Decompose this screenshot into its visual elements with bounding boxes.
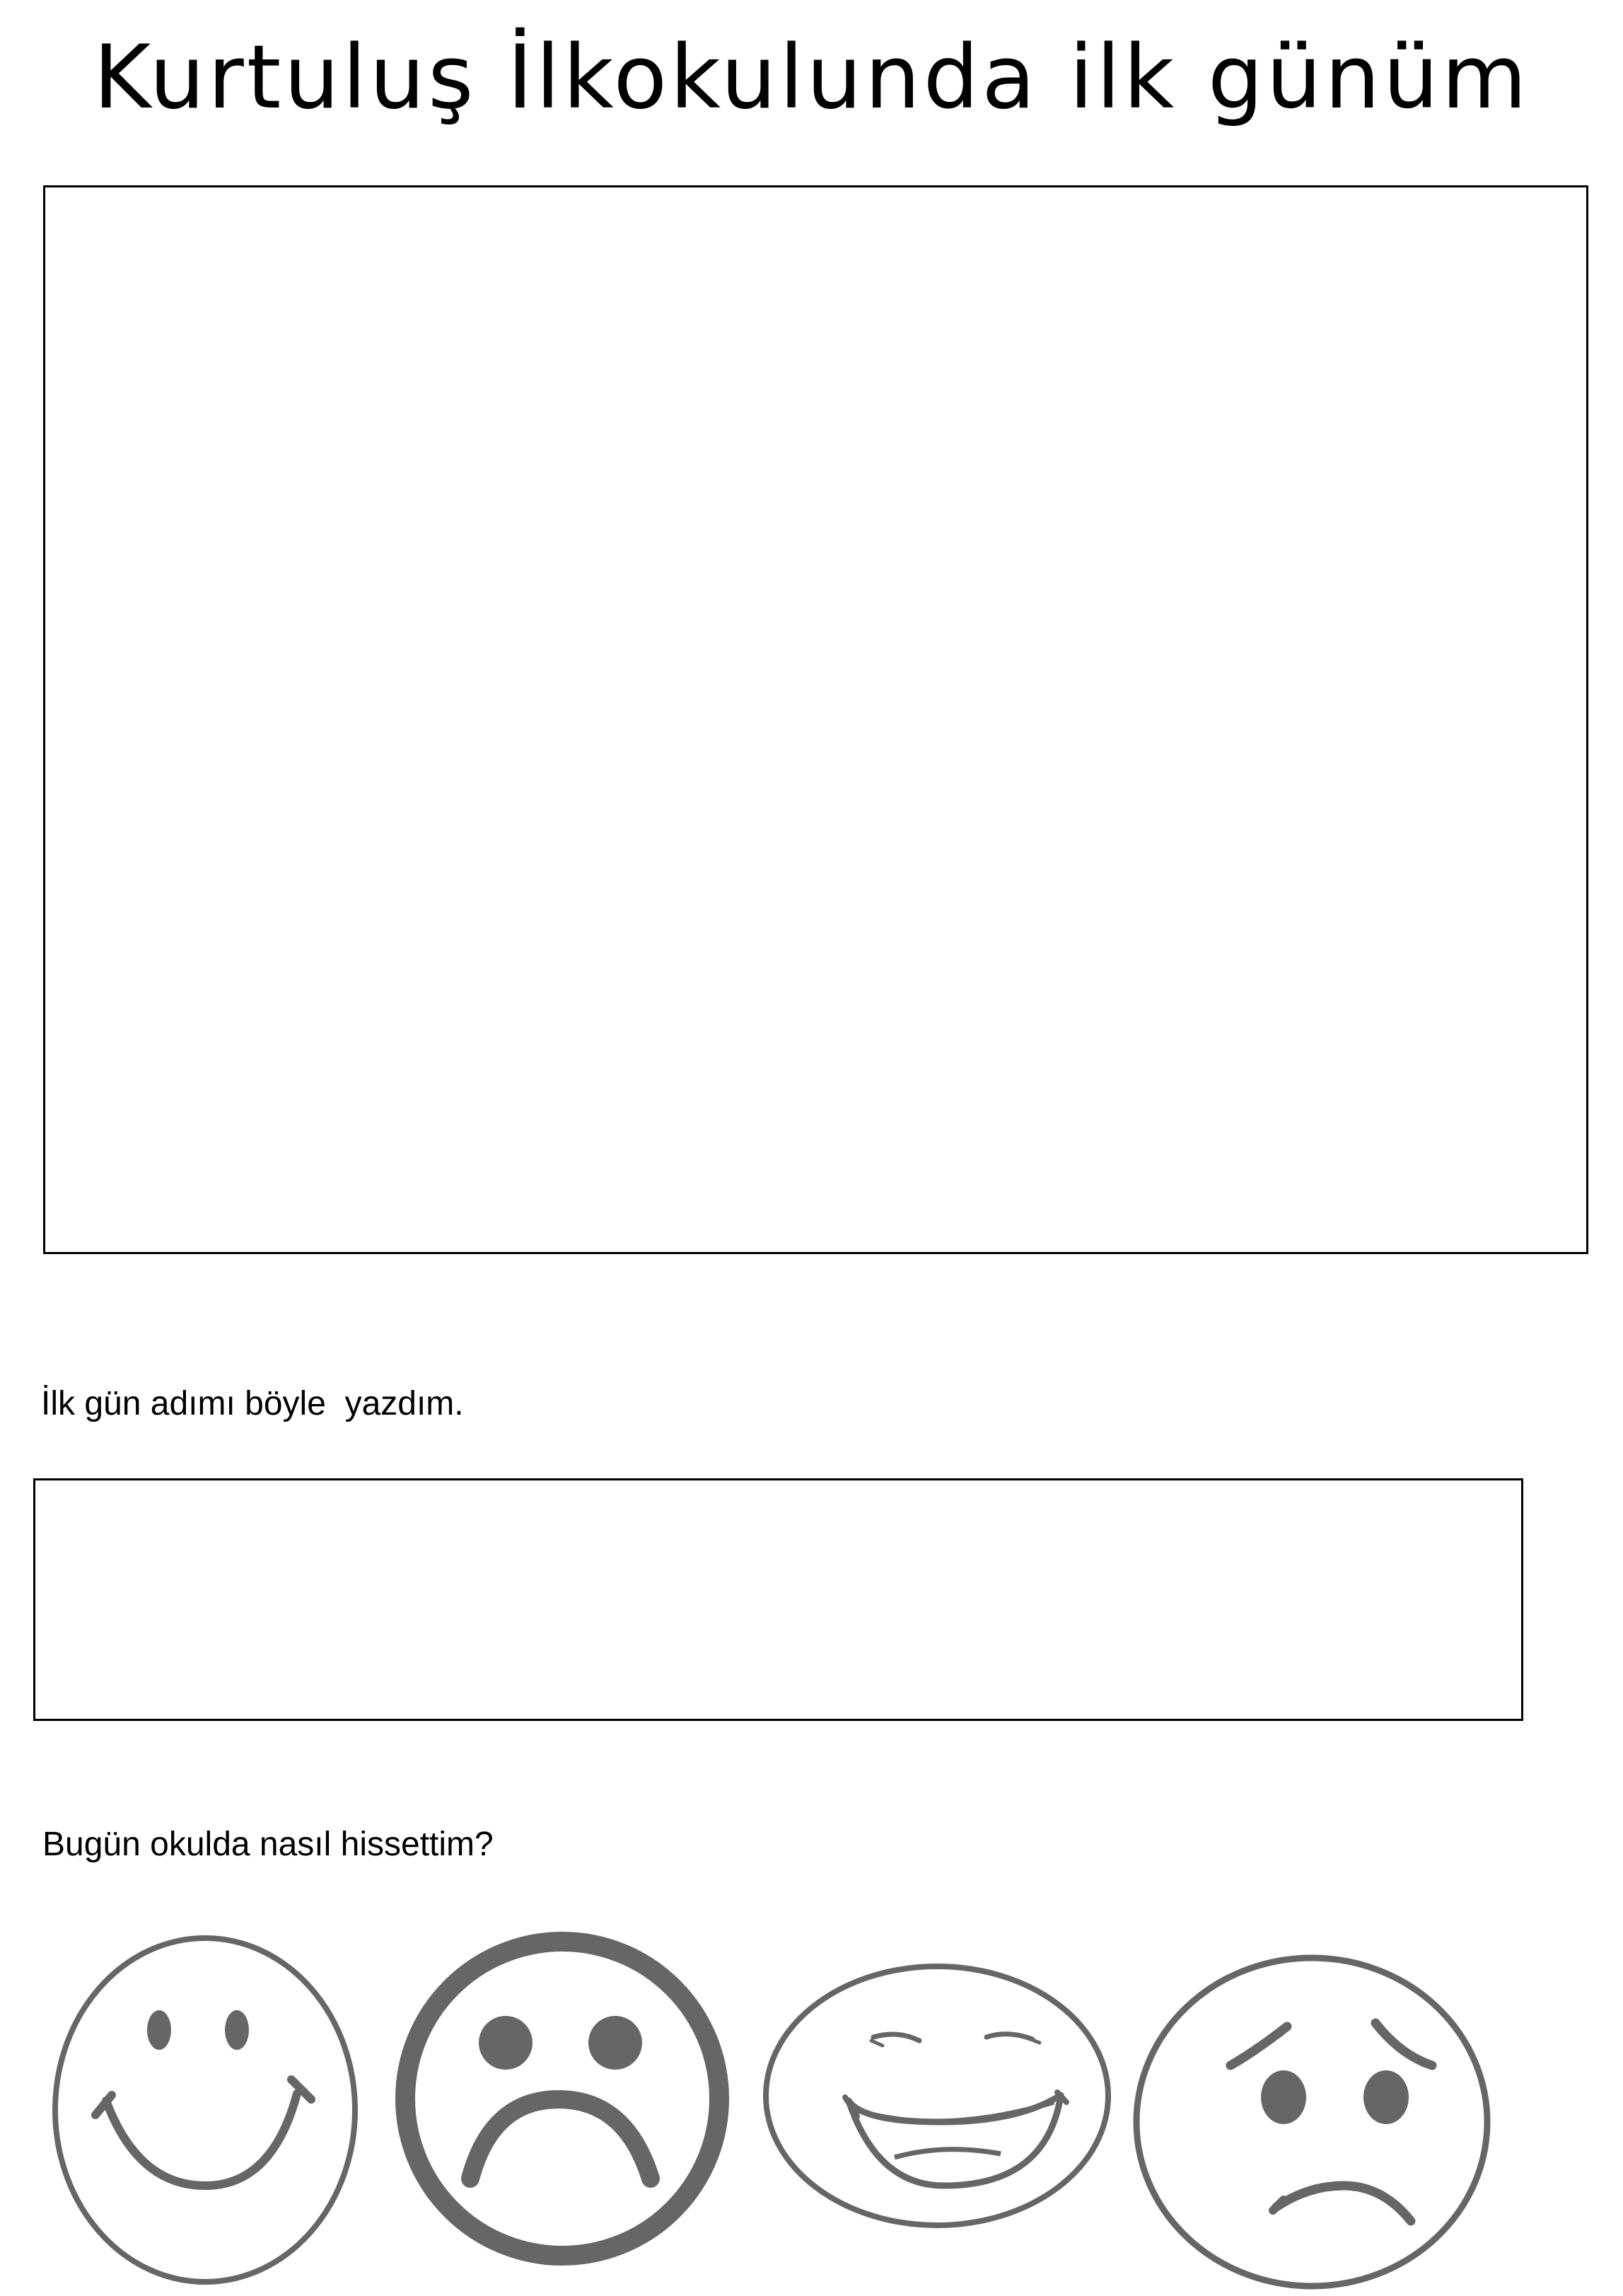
feeling-prompt: Bugün okulda nasıl hissettim? <box>42 1826 494 1863</box>
drawing-area[interactable] <box>43 185 1588 1254</box>
worried-face-icon[interactable] <box>1136 1958 1487 2286</box>
smiling-face-icon[interactable] <box>55 1938 355 2282</box>
laughing-face-icon[interactable] <box>766 1966 1108 2225</box>
name-writing-area[interactable] <box>33 1478 1523 1721</box>
sad-face-icon[interactable] <box>405 1942 719 2256</box>
feeling-faces <box>0 1910 1623 2296</box>
page-title: Kurtuluş İlkokulunda ilk günüm <box>93 27 1530 129</box>
name-prompt: İlk gün adımı böyle yazdım. <box>41 1385 464 1422</box>
